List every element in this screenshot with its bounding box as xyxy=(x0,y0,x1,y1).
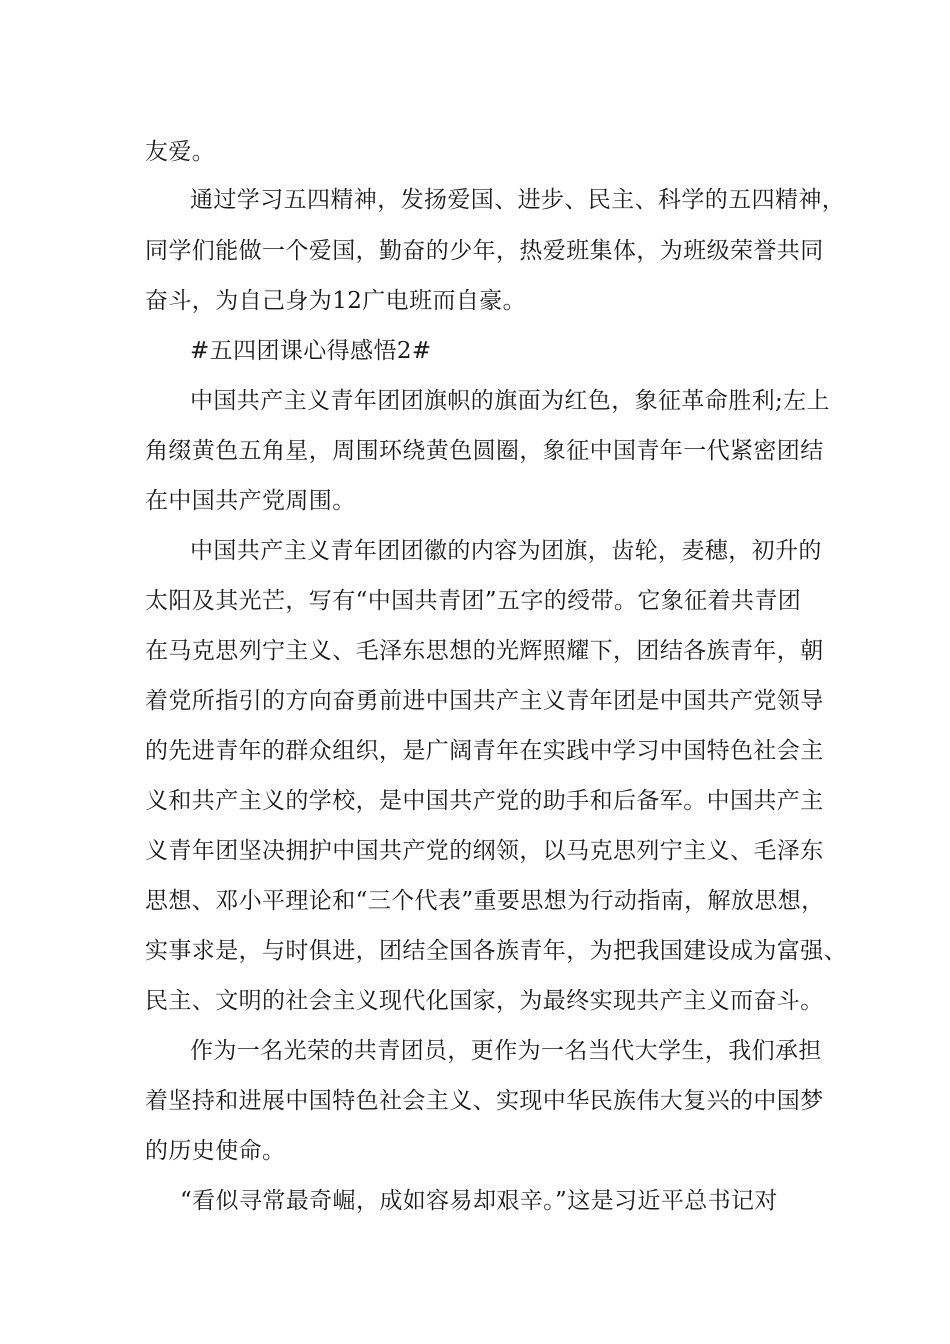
text-line: 中国共产主义青年团团徽的内容为团旗，齿轮，麦穗，初升的 xyxy=(190,538,822,564)
text-line: 作为一名光荣的共青团员，更作为一名当代大学生，我们承担 xyxy=(190,1038,822,1064)
text-line: 义青年团坚决拥护中国共产党的纲领，以马克思列宁主义、毛泽东 xyxy=(145,838,824,864)
text-line: 着坚持和进展中国特色社会主义、实现中华民族伟大复兴的中国梦 xyxy=(145,1088,824,1114)
section-heading: #五四团课心得感悟2# xyxy=(190,338,432,364)
text-line: 思想、邓小平理论和“三个代表”重要思想为行动指南，解放思想， xyxy=(145,888,825,914)
text-line: 义和共产主义的学校，是中国共产党的助手和后备军。中国共产主 xyxy=(145,788,824,814)
text-line: 友爱。 xyxy=(145,139,216,165)
text-line: 奋斗，为自己身为12广电班而自豪。 xyxy=(145,288,527,314)
text-line: 的历史使命。 xyxy=(145,1138,286,1164)
text-line: 在马克思列宁主义、毛泽东思想的光辉照耀下，团结各族青年，朝 xyxy=(145,638,824,664)
text-line: “看似寻常最奇崛，成如容易却艰辛。”这是习近平总书记对 xyxy=(180,1188,778,1214)
text-line: 着党所指引的方向奋勇前进中国共产主义青年团是中国共产党领导 xyxy=(145,688,824,714)
text-line: 民主、文明的社会主义现代化国家，为最终实现共产主义而奋斗。 xyxy=(145,988,824,1014)
text-line: 同学们能做一个爱国，勤奋的少年，热爱班集体，为班级荣誉共同 xyxy=(145,238,824,264)
text-line: 太阳及其光芒，写有“中国共青团”五字的绶带。它象征着共青团 xyxy=(145,588,802,614)
text-line: 的先进青年的群众组织，是广阔青年在实践中学习中国特色社会主 xyxy=(145,738,824,764)
text-line: 实事求是，与时俱进，团结全国各族青年，为把我国建设成为富强、 xyxy=(145,938,847,964)
text-line: 中国共产主义青年团团旗帜的旗面为红色，象征革命胜利;左上 xyxy=(190,388,830,414)
text-line: 通过学习五四精神，发扬爱国、进步、民主、科学的五四精神， xyxy=(190,187,846,213)
text-line: 角缀黄色五角星，周围环绕黄色圆圈，象征中国青年一代紧密团结 xyxy=(145,438,824,464)
text-line: 在中国共产党周围。 xyxy=(145,488,356,514)
